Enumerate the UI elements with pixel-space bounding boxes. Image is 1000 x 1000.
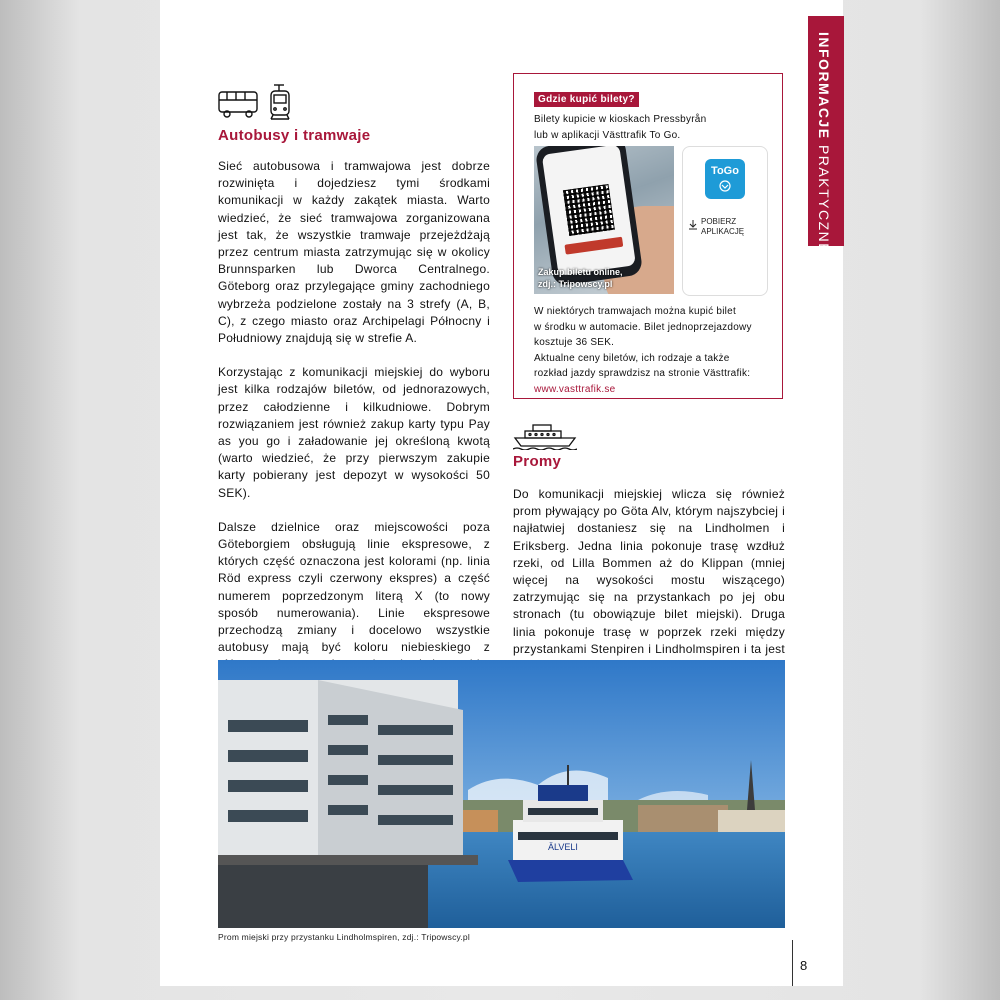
bus-section-title: Autobusy i tramwaje [218, 127, 371, 144]
ferry-photo [218, 660, 785, 928]
bus-paragraph-2: Korzystając z komunikacji miejskiej do wyboru jest kilka rodzajów biletów, od jednorazowych, przez całodzienne i kilkudniowe. Dobrym rozwiązaniem jest również zakup karty typu Pay as you go i załadowanie jej określoną kwotą (warto wiedzieć, że przy pierwszym zakupie karty pobierany jest depozyt w wysokości 50 SEK). [218, 365, 490, 500]
ticket-info-line-1: W niektórych tramwajach można kupić bilet [534, 306, 736, 317]
qr-code-icon [563, 184, 615, 236]
ticket-info-line-4: Aktualne ceny biletów, ich rodzaje a także [534, 352, 730, 364]
togo-app-name: ToGo [711, 165, 739, 177]
page-number: 8 [800, 958, 808, 973]
ticket-info-line-2: w środku w automacie. Bilet jednoprzejazdowy [534, 321, 752, 333]
ferry-paragraph: Do komunikacji miejskiej wlicza się również prom pływający po Göta Alv, którym najszybciej i najłatwiej dostaniesz się na Lindholmen i Eriksberg. Jedna linia pokonuje trasę wzdłuż rzeki, od Lilla Bommen aż do Klippan (mniej więcej na wysokości mostu wiszącego) zatrzymując się na przystankach po jej obu stronach (tu obowiązuje bilet miejski). Druga linia pokonuje trasę w poprzek rzeki między przystankami Stenpiren i Lindholmspiren i ta jest [513, 487, 785, 656]
ticket-intro-line-2: lub w aplikacji Västtrafik To Go. [534, 129, 681, 141]
phone-photo-caption [538, 266, 623, 290]
ticket-intro-line-1: Bilety kupicie w kioskach Pressbyrån [534, 114, 707, 125]
section-tab-regular: PRAKTYCZNE [816, 144, 832, 255]
bus-section-body [218, 158, 490, 708]
phone-photo-caption-line-1: Zakup biletu online, [538, 267, 623, 277]
section-tab-bold: INFORMACJE [816, 32, 832, 140]
bus-paragraph-1: Sieć autobusowa i tramwajowa jest dobrze rozwinięta i dojedziesz tymi środkami komunikacji w każdy zakątek miasta. Warto wiedzieć, że sieć tramwajowa zorganizowana jest tak, że wszystkie tramwaje przejeżdżają przez centrum miasta zatrzymując się w okolicy Brunnsparken lub Dworca Centralnego. Göteborg oraz przylegające gminy zachodniego wybrzeża podzielone zostały na 3 strefy (A, B, C), z czego miasto oraz Archipelagi Północny i Południowy znajdują się w strefie A. [218, 159, 490, 346]
globe-icon [718, 179, 732, 193]
app-download-card[interactable] [682, 146, 768, 296]
download-icon [689, 220, 697, 230]
ticket-info-line-5: rozkład jazdy sprawdzisz na stronie Västtrafik: [534, 368, 751, 379]
ticket-info-line-3: kosztuje 36 SEK. [534, 337, 615, 348]
ticket-box-tag: Gdzie kupić bilety? [534, 92, 639, 107]
ferry-section-title: Promy [513, 453, 562, 470]
download-label[interactable] [701, 217, 744, 237]
section-tab [808, 16, 844, 255]
ticket-info-box [513, 73, 783, 399]
phone-ticket-photo [534, 146, 674, 294]
ticket-bar [564, 237, 623, 255]
tram-icon [271, 85, 289, 119]
phone-photo-caption-line-2: zdj.: Tripowscy.pl [538, 279, 613, 289]
photo-caption: Prom miejski przy przystanku Lindholmspiren, zdj.: Tripowscy.pl [218, 932, 470, 942]
ticket-box-info [534, 304, 774, 397]
vasttrafik-link[interactable]: www.vasttrafik.se [534, 383, 616, 395]
ferry-label: ÄLVELI [548, 842, 578, 852]
bus-icon [219, 92, 257, 117]
bus-paragraph-3: Dalsze dzielnice oraz miejscowości poza Göteborgiem obsługują linie ekspresowe, z których część oznaczona jest kolorami (np. linia Röd express czyli czerwony ekspres) a część numerem poprzedzonym literą X (to nowy sposób numerowania). Linie ekspresowe przechodzą zmiany i docelowo wszystkie autobusy mają być koloru niebieskiego z [218, 519, 490, 655]
togo-app-icon[interactable] [705, 159, 745, 199]
ticket-box-intro [534, 112, 706, 143]
download-line-2: APLIKACJĘ [701, 227, 745, 236]
download-line-1: POBIERZ [701, 217, 737, 226]
page-number-divider [792, 940, 793, 986]
bus-tram-icons [218, 83, 298, 123]
ferry-icon [513, 420, 577, 450]
